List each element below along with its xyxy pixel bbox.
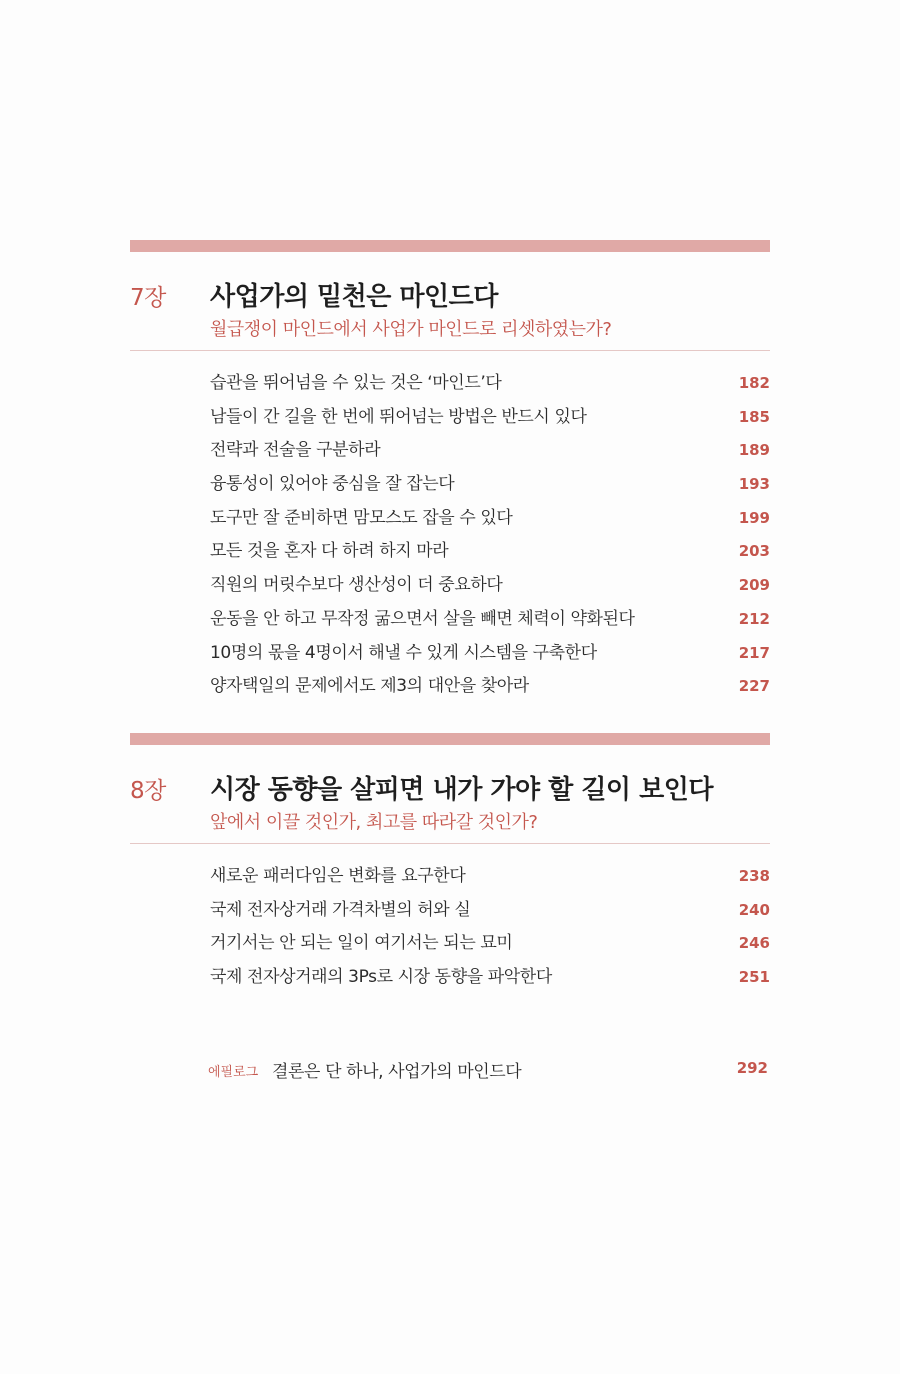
chapter-title: 사업가의 밑천은 마인드다 bbox=[210, 282, 498, 312]
entry-page: 185 bbox=[738, 407, 770, 426]
toc-entry[interactable] bbox=[130, 860, 770, 894]
chapter-item-list bbox=[130, 860, 770, 995]
chapter-header bbox=[130, 252, 770, 338]
entry-title: 습관을 뛰어넘을 수 있는 것은 ‘마인드’다 bbox=[210, 373, 502, 393]
entry-page: 246 bbox=[738, 934, 770, 953]
entry-page: 240 bbox=[738, 900, 770, 919]
toc-entry[interactable] bbox=[130, 637, 770, 671]
chapter-header bbox=[130, 745, 770, 831]
epilogue-entry[interactable] bbox=[208, 1055, 768, 1083]
toc-entry[interactable] bbox=[130, 367, 770, 401]
entry-title: 운동을 안 하고 무작정 굶으면서 살을 빼면 체력이 약화된다 bbox=[210, 608, 635, 629]
chapter-title: 시장 동향을 살피면 내가 가야 할 길이 보인다 bbox=[210, 775, 713, 805]
entry-page: 203 bbox=[738, 542, 770, 561]
entry-title: 양자택일의 문제에서도 제3의 대안을 찾아라 bbox=[210, 676, 529, 697]
entry-title: 국제 전자상거래 가격차별의 허와 실 bbox=[210, 899, 471, 920]
entry-page: 193 bbox=[738, 475, 770, 494]
chapter-number: 8장 bbox=[130, 778, 166, 804]
chapter-divider-bar bbox=[130, 733, 770, 745]
toc-entry[interactable] bbox=[130, 569, 770, 603]
entry-title: 국제 전자상거래의 3Ps로 시장 동향을 파악한다 bbox=[210, 967, 552, 988]
toc-entry[interactable] bbox=[130, 502, 770, 536]
entry-page: 199 bbox=[738, 508, 770, 527]
entry-title: 남들이 간 길을 한 번에 뛰어넘는 방법은 반드시 있다 bbox=[210, 406, 587, 427]
chapter-8 bbox=[130, 733, 770, 995]
chapter-7 bbox=[130, 240, 770, 704]
toc-entry[interactable] bbox=[130, 670, 770, 704]
chapter-number: 7장 bbox=[130, 285, 166, 311]
toc-entry[interactable] bbox=[130, 535, 770, 569]
entry-page: 189 bbox=[738, 441, 770, 460]
toc-entry[interactable] bbox=[130, 468, 770, 502]
entry-title: 새로운 패러다임은 변화를 요구한다 bbox=[210, 866, 466, 886]
entry-page: 212 bbox=[738, 609, 770, 628]
entry-page: 238 bbox=[738, 867, 770, 885]
entry-title: 전략과 전술을 구분하라 bbox=[210, 440, 381, 461]
header-rule bbox=[130, 843, 770, 844]
header-rule bbox=[130, 350, 770, 351]
toc-entry[interactable] bbox=[130, 961, 770, 995]
epilogue-label: 에필로그 bbox=[208, 1065, 259, 1080]
epilogue-page: 292 bbox=[736, 1059, 768, 1077]
entry-title: 거기서는 안 되는 일이 여기서는 되는 묘미 bbox=[210, 933, 513, 954]
toc-entry[interactable] bbox=[130, 894, 770, 928]
chapter-subtitle: 앞에서 이끌 것인가, 최고를 따라갈 것인가? bbox=[210, 812, 538, 833]
entry-page: 227 bbox=[738, 677, 770, 696]
entry-title: 모든 것을 혼자 다 하려 하지 마라 bbox=[210, 541, 449, 562]
entry-title: 10명의 몫을 4명이서 해낼 수 있게 시스템을 구축한다 bbox=[210, 642, 597, 663]
entry-page: 182 bbox=[738, 374, 770, 392]
entry-page: 251 bbox=[738, 968, 770, 987]
entry-page: 217 bbox=[738, 643, 770, 662]
entry-title: 도구만 잘 준비하면 맘모스도 잡을 수 있다 bbox=[210, 507, 513, 528]
chapter-divider-bar bbox=[130, 240, 770, 252]
toc-entry[interactable] bbox=[130, 603, 770, 637]
epilogue-title: 결론은 단 하나, 사업가의 마인드다 bbox=[272, 1062, 522, 1082]
toc-entry[interactable] bbox=[130, 401, 770, 435]
chapter-item-list bbox=[130, 367, 770, 704]
entry-title: 융통성이 있어야 중심을 잘 잡는다 bbox=[210, 474, 455, 495]
entry-page: 209 bbox=[738, 576, 770, 595]
chapter-subtitle: 월급쟁이 마인드에서 사업가 마인드로 리셋하였는가? bbox=[210, 319, 612, 340]
entry-title: 직원의 머릿수보다 생산성이 더 중요하다 bbox=[210, 575, 503, 596]
toc-entry[interactable] bbox=[130, 434, 770, 468]
toc-entry[interactable] bbox=[130, 927, 770, 961]
